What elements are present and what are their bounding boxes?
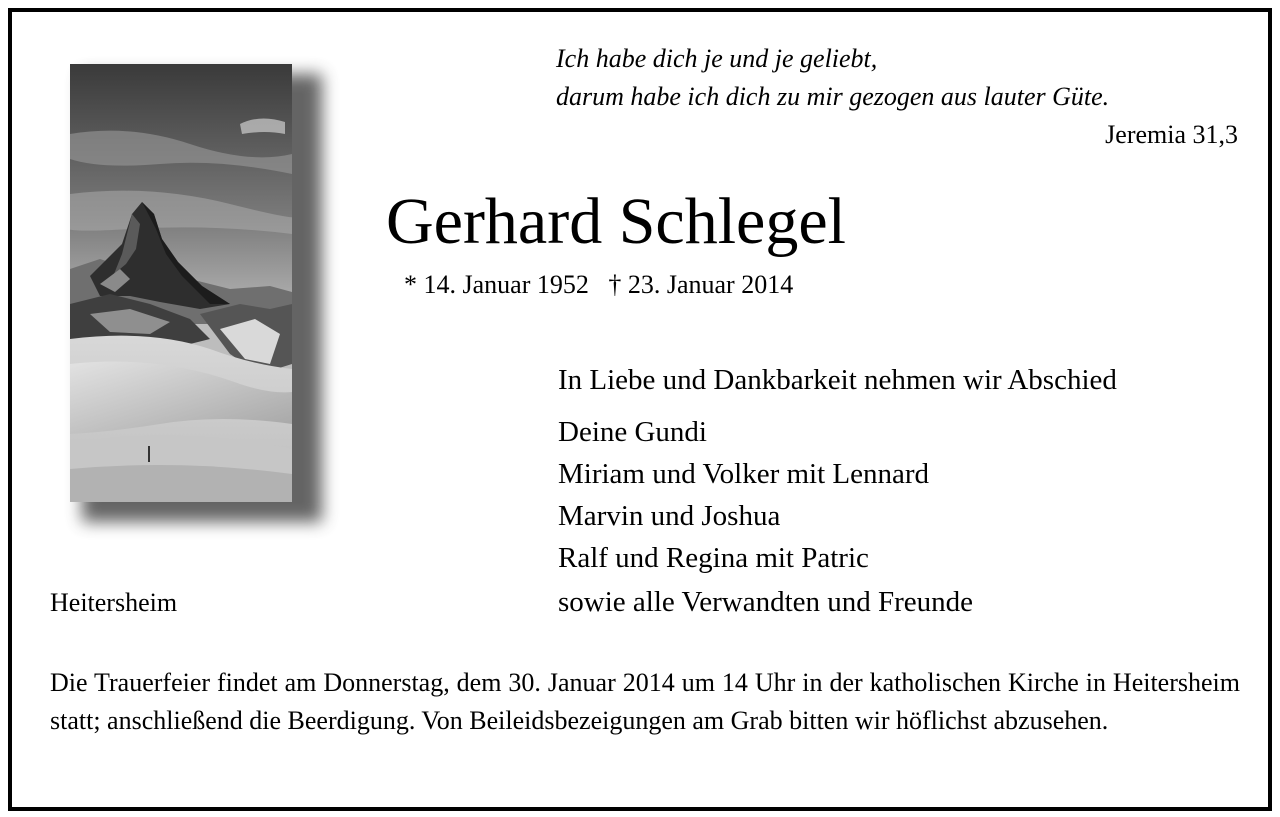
place-name: Heitersheim [50,588,178,617]
verse-line-1: Ich habe dich je und je geliebt, [556,44,878,73]
deceased-name: Gerhard Schlegel [386,185,846,258]
farewell-line: In Liebe und Dankbarkeit nehmen wir Abschied [558,364,1117,396]
verse-reference: Jeremia 31,3 [1105,120,1238,149]
verse-line-2: darum habe ich dich zu mir gezogen aus lauter Güte. [556,82,1110,111]
mourner-line: Ralf und Regina mit Patric [558,542,869,574]
mourner-line: Marvin und Joshua [558,500,781,532]
funeral-notice: Die Trauerfeier findet am Donnerstag, dem 30. Januar 2014 um 14 Uhr in der katholischen Kirche in Heitersheim statt; anschließend die Beerdigung. Von Beileidsbezeigungen am Grab bitten wir höflichst abzusehen. [50,668,1240,735]
mourner-line: sowie alle Verwandten und Freunde [558,586,974,618]
obituary-frame [8,8,1272,811]
mourner-line: Deine Gundi [558,416,707,448]
mountain-photo [70,64,292,502]
mourner-line: Miriam und Volker mit Lennard [558,458,930,490]
life-dates: * 14. Januar 1952 † 23. Januar 2014 [404,270,794,299]
